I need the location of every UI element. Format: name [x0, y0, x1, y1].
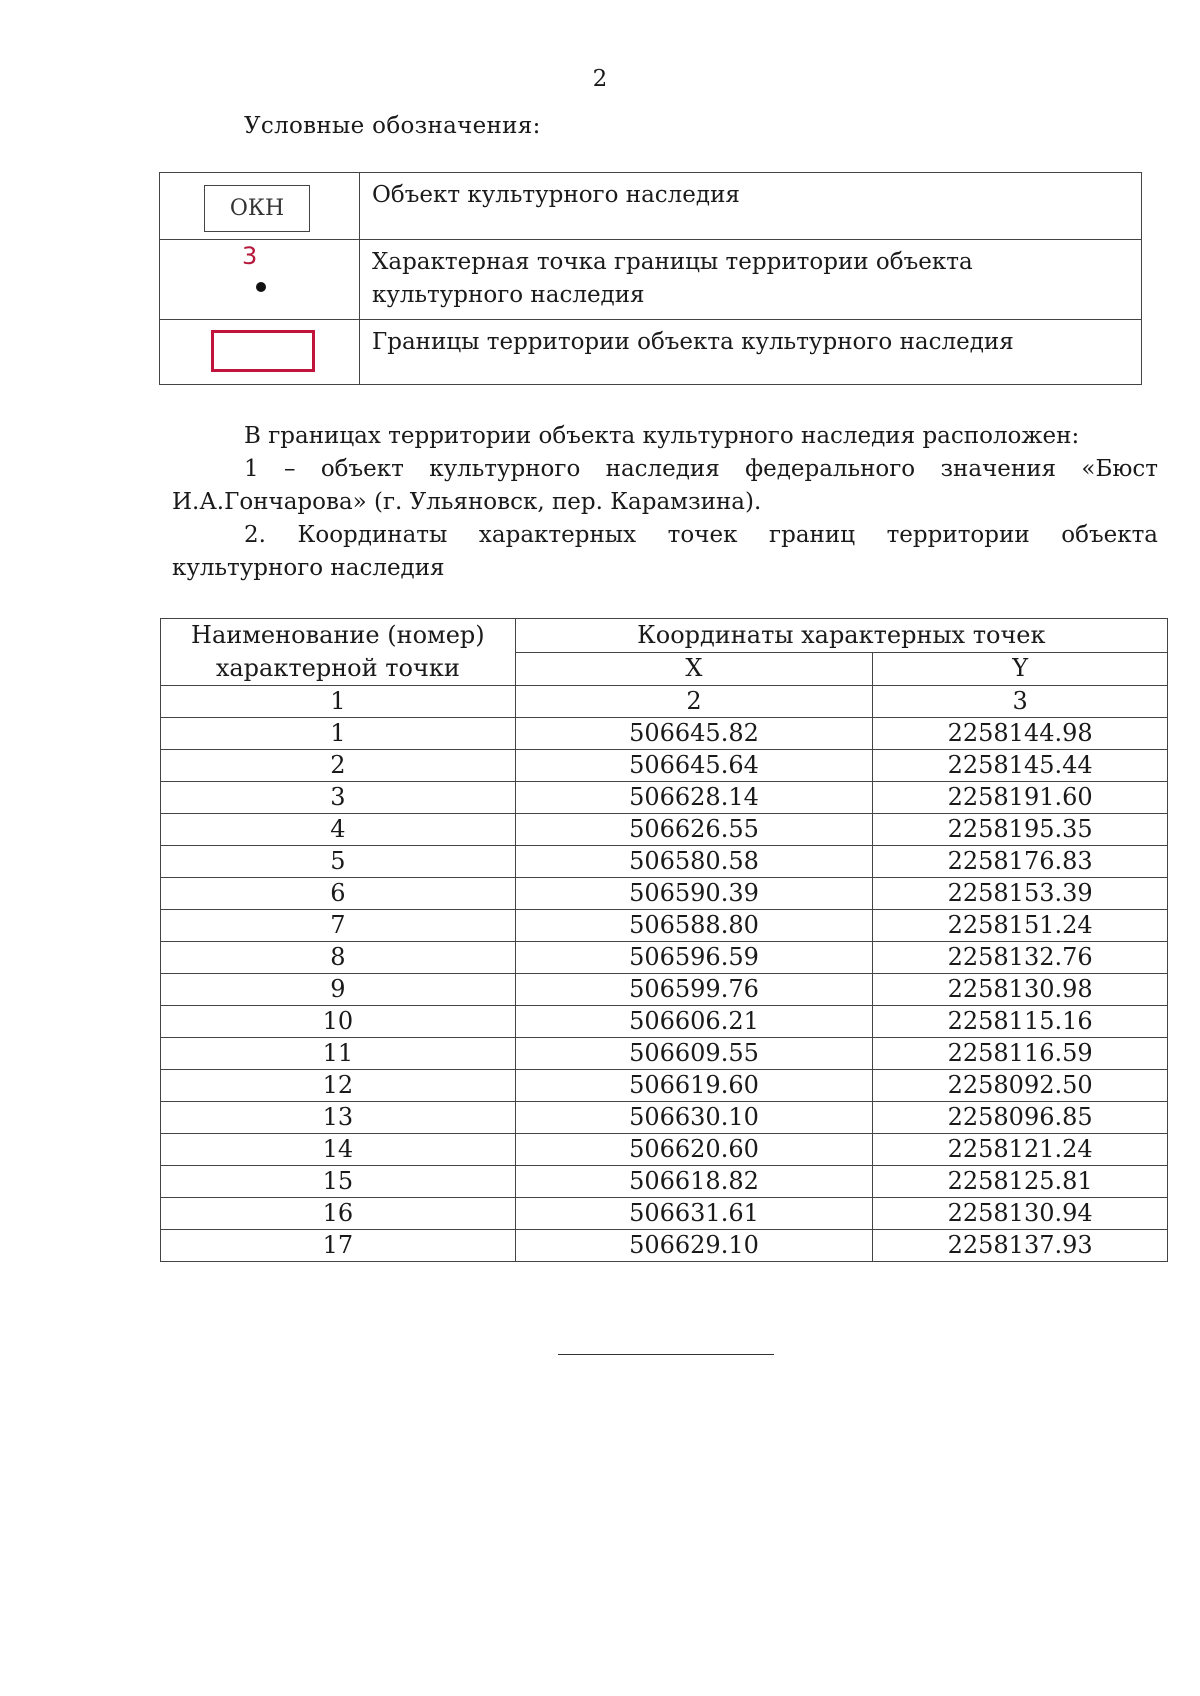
point-number-cell: 8	[161, 942, 516, 974]
item1-line2: И.А.Гончарова» (г. Ульяновск, пер. Карамзина).	[172, 489, 762, 515]
y-coordinate-cell: 2258195.35	[873, 814, 1168, 846]
y-coordinate-cell: 2258153.39	[873, 878, 1168, 910]
y-coordinate-cell: 2258115.16	[873, 1006, 1168, 1038]
header-coordinates: Координаты характерных точек	[515, 619, 1167, 653]
legend-symbol-cell	[160, 173, 360, 240]
okn-symbol: ОКН	[204, 185, 310, 232]
page-number: 2	[592, 66, 608, 92]
point-number-cell: 13	[161, 1102, 516, 1134]
x-coordinate-cell: 506599.76	[515, 974, 873, 1006]
table-row	[161, 782, 1168, 814]
point-number-cell: 9	[161, 974, 516, 1006]
point-number-cell: 10	[161, 1006, 516, 1038]
y-coordinate-cell: 2258137.93	[873, 1230, 1168, 1262]
table-row	[161, 910, 1168, 942]
x-coordinate-cell: 506631.61	[515, 1198, 873, 1230]
y-coordinate-cell: 2258130.94	[873, 1198, 1168, 1230]
x-coordinate-cell: 506618.82	[515, 1166, 873, 1198]
x-coordinate-cell: 506596.59	[515, 942, 873, 974]
x-coordinate-cell: 506590.39	[515, 878, 873, 910]
legend-symbol-cell	[160, 320, 360, 385]
boundary-symbol-icon	[211, 330, 315, 372]
point-number-cell: 5	[161, 846, 516, 878]
y-coordinate-cell: 2258125.81	[873, 1166, 1168, 1198]
point-number-cell: 1	[161, 718, 516, 750]
table-row	[161, 1230, 1168, 1262]
header-point-name: Наименование (номер) характерной точки	[161, 619, 516, 686]
y-coordinate-cell: 2258191.60	[873, 782, 1168, 814]
end-divider	[558, 1354, 774, 1355]
x-coordinate-cell: 506629.10	[515, 1230, 873, 1262]
point-number-symbol: 3	[242, 242, 258, 270]
item2-line2: культурного наследия	[172, 555, 445, 581]
y-coordinate-cell: 2258092.50	[873, 1070, 1168, 1102]
point-dot-icon	[256, 282, 266, 292]
table-row	[161, 942, 1168, 974]
table-row	[161, 1166, 1168, 1198]
table-row	[161, 814, 1168, 846]
table-row	[161, 1134, 1168, 1166]
header-x: X	[515, 652, 873, 686]
legend-row	[160, 173, 1142, 240]
x-coordinate-cell: 506580.58	[515, 846, 873, 878]
header-row	[161, 619, 1168, 653]
coordinates-table-body	[161, 619, 1168, 1262]
y-coordinate-cell: 2258176.83	[873, 846, 1168, 878]
intro-paragraph: В границах территории объекта культурного наследия расположен:	[244, 423, 1080, 449]
table-row	[161, 1006, 1168, 1038]
point-number-cell: 17	[161, 1230, 516, 1262]
y-coordinate-cell: 2258130.98	[873, 974, 1168, 1006]
column-number: 3	[873, 686, 1168, 718]
item2-line1: 2. Координаты характерных точек границ территории объекта	[244, 522, 1158, 548]
legend-description: Границы территории объекта культурного наследия	[360, 320, 1142, 385]
legend-description: Характерная точка границы территории объекта культурного наследия	[360, 240, 1142, 320]
x-coordinate-cell: 506619.60	[515, 1070, 873, 1102]
table-row	[161, 718, 1168, 750]
table-row	[161, 974, 1168, 1006]
legend-symbol-cell	[160, 240, 360, 320]
x-coordinate-cell: 506645.82	[515, 718, 873, 750]
table-row	[161, 846, 1168, 878]
point-number-cell: 6	[161, 878, 516, 910]
point-number-cell: 7	[161, 910, 516, 942]
point-number-cell: 14	[161, 1134, 516, 1166]
point-number-cell: 2	[161, 750, 516, 782]
y-coordinate-cell: 2258132.76	[873, 942, 1168, 974]
point-number-cell: 16	[161, 1198, 516, 1230]
point-number-cell: 15	[161, 1166, 516, 1198]
legend-row	[160, 240, 1142, 320]
x-coordinate-cell: 506609.55	[515, 1038, 873, 1070]
y-coordinate-cell: 2258144.98	[873, 718, 1168, 750]
legend-title: Условные обозначения:	[244, 113, 541, 139]
column-number: 1	[161, 686, 516, 718]
x-coordinate-cell: 506588.80	[515, 910, 873, 942]
y-coordinate-cell: 2258151.24	[873, 910, 1168, 942]
table-row	[161, 1070, 1168, 1102]
y-coordinate-cell: 2258145.44	[873, 750, 1168, 782]
legend-table	[159, 172, 1142, 385]
point-number-cell: 3	[161, 782, 516, 814]
x-coordinate-cell: 506630.10	[515, 1102, 873, 1134]
y-coordinate-cell: 2258096.85	[873, 1102, 1168, 1134]
legend-row	[160, 320, 1142, 385]
table-row	[161, 878, 1168, 910]
table-row	[161, 1038, 1168, 1070]
column-number-row	[161, 686, 1168, 718]
point-number-cell: 4	[161, 814, 516, 846]
column-number: 2	[515, 686, 873, 718]
x-coordinate-cell: 506645.64	[515, 750, 873, 782]
header-y: Y	[873, 652, 1168, 686]
item1-line1: 1 – объект культурного наследия федерального значения «Бюст	[244, 456, 1158, 482]
y-coordinate-cell: 2258121.24	[873, 1134, 1168, 1166]
table-row	[161, 1102, 1168, 1134]
table-row	[161, 1198, 1168, 1230]
y-coordinate-cell: 2258116.59	[873, 1038, 1168, 1070]
x-coordinate-cell: 506620.60	[515, 1134, 873, 1166]
x-coordinate-cell: 506626.55	[515, 814, 873, 846]
legend-description: Объект культурного наследия	[360, 173, 1142, 240]
x-coordinate-cell: 506628.14	[515, 782, 873, 814]
table-row	[161, 750, 1168, 782]
coordinates-table	[160, 618, 1168, 1262]
x-coordinate-cell: 506606.21	[515, 1006, 873, 1038]
point-number-cell: 12	[161, 1070, 516, 1102]
point-number-cell: 11	[161, 1038, 516, 1070]
